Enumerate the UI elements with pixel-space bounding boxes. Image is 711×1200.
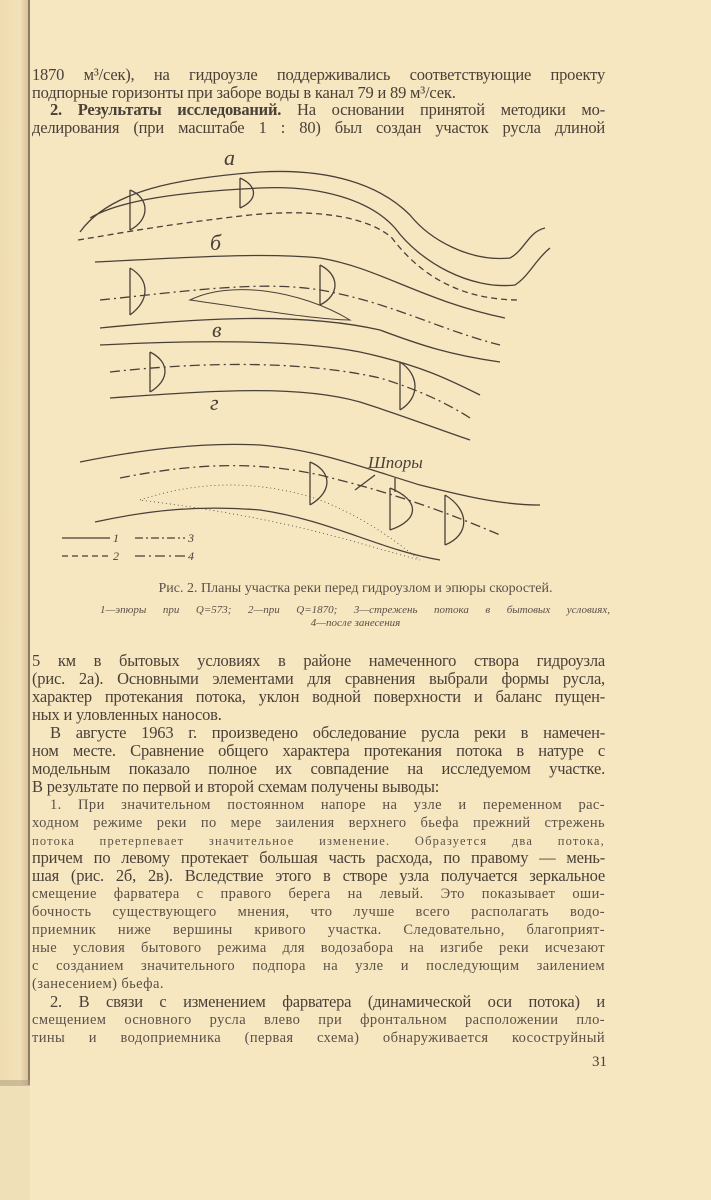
text-line: смещением основного русла влево при фронтальном расположении пло- <box>32 1012 605 1028</box>
label-v: в <box>212 317 222 342</box>
text-line: 2. В связи с изменением фарватера (динамической оси потока) и <box>50 992 605 1012</box>
text-line: с созданием значительного подпора на узле и последующим заилением <box>32 958 605 975</box>
legend-num-2: 2 <box>113 549 119 563</box>
text-line: причем по левому протекает большая часть расхода, по правому — мень- <box>32 848 605 868</box>
velocity-profile <box>130 190 145 230</box>
river-b-bank <box>95 255 505 318</box>
text-line: 2. Результаты исследований. На основании принятой методики мо- <box>50 100 605 120</box>
velocity-profile <box>130 268 145 315</box>
text-line: ных и уловленных наносов. <box>32 704 222 724</box>
text-line: бочность существующего мнения, что лучше всего располагать водо- <box>32 904 605 921</box>
velocity-profile <box>320 265 335 305</box>
text-line: 1870 м³/сек), на гидроузле поддерживались соответствующие проекту <box>32 65 605 84</box>
text-line: ходном режиме реки по мере заиления верхнего бьефа прежний стрежень <box>32 814 605 831</box>
velocity-profile <box>240 178 254 208</box>
text-line: (занесением) бьефа. <box>32 976 164 993</box>
text-line: В августе 1963 г. произведено обследование русла реки в намечен- <box>50 722 605 742</box>
river-g-bank <box>95 508 440 560</box>
text-line: тины и водоприемника (первая схема) обнаруживается косоструйный <box>32 1029 605 1046</box>
spurs-label: Шпоры <box>368 453 423 472</box>
page-number: 31 <box>592 1054 607 1070</box>
text-line: подпорные горизонты при заборе воды в канал 79 и 89 м³/сек. <box>32 82 456 102</box>
label-b: б <box>210 230 222 255</box>
text-line: приемник ниже вершины кривого участка. Следовательно, благоприят- <box>32 922 605 939</box>
text-line: 1. При значительном постоянном напоре на узле и переменном рас- <box>50 796 605 813</box>
velocity-profile <box>310 462 327 505</box>
label-a: а <box>224 145 235 170</box>
text-line: модельным показало полное их совпадение на исследуемом участке. <box>32 758 605 778</box>
legend-num-1: 1 <box>113 531 119 545</box>
text-line: потока претерпевает значительное изменение. Образуется два потока, <box>32 833 605 848</box>
text-line: смещение фарватера с правого берега на левый. Это показывает оши- <box>32 886 605 903</box>
text-line: ном месте. Сравнение общего характера протекания потока в натуре с <box>32 740 605 760</box>
river-v-bank <box>110 391 470 440</box>
velocity-profile <box>390 488 413 530</box>
velocity-profile <box>150 352 165 392</box>
river-b-sandbar <box>190 290 350 320</box>
spur-pointer <box>355 475 395 492</box>
text-line: шая (рис. 2б, 2в). Вследствие этого в створе узла получается зеркальное <box>32 866 605 886</box>
figure-legend-line-2: 4—после занесения <box>310 617 401 629</box>
text-line: 5 км в бытовых условиях в районе намеченного створа гидроузла <box>32 651 605 670</box>
legend-num-4: 4 <box>188 549 194 563</box>
section-heading: 2. Результаты исследований. <box>50 100 282 120</box>
text-line: В результате по первой и второй схемам получены выводы: <box>32 776 440 796</box>
text-line: ные условия бытового режима для водозабора на изгибе реки исчезают <box>32 940 605 957</box>
text-line: (рис. 2а). Основными элементами для сравнения выбрали формы русла, <box>32 668 605 688</box>
river-b-bank <box>100 318 500 362</box>
river-a-bank <box>80 171 545 258</box>
legend-num-3: 3 <box>188 531 194 545</box>
river-g-sandbar <box>140 485 420 560</box>
figure-caption: Рис. 2. Планы участка реки перед гидроузлом и эпюры скоростей. <box>158 581 553 596</box>
label-g: г <box>210 390 219 415</box>
text-line: делирования (при масштабе 1 : 80) был создан участок русла длиной <box>32 118 605 138</box>
figure-legend-line-1: 1—эпюры при Q=573; 2—при Q=1870; 3—стрежень потока в бытовых условиях, <box>100 604 610 616</box>
velocity-profile <box>445 495 464 545</box>
text-line: характер протекания потока, уклон водной поверхности и баланс пущен- <box>32 686 605 706</box>
